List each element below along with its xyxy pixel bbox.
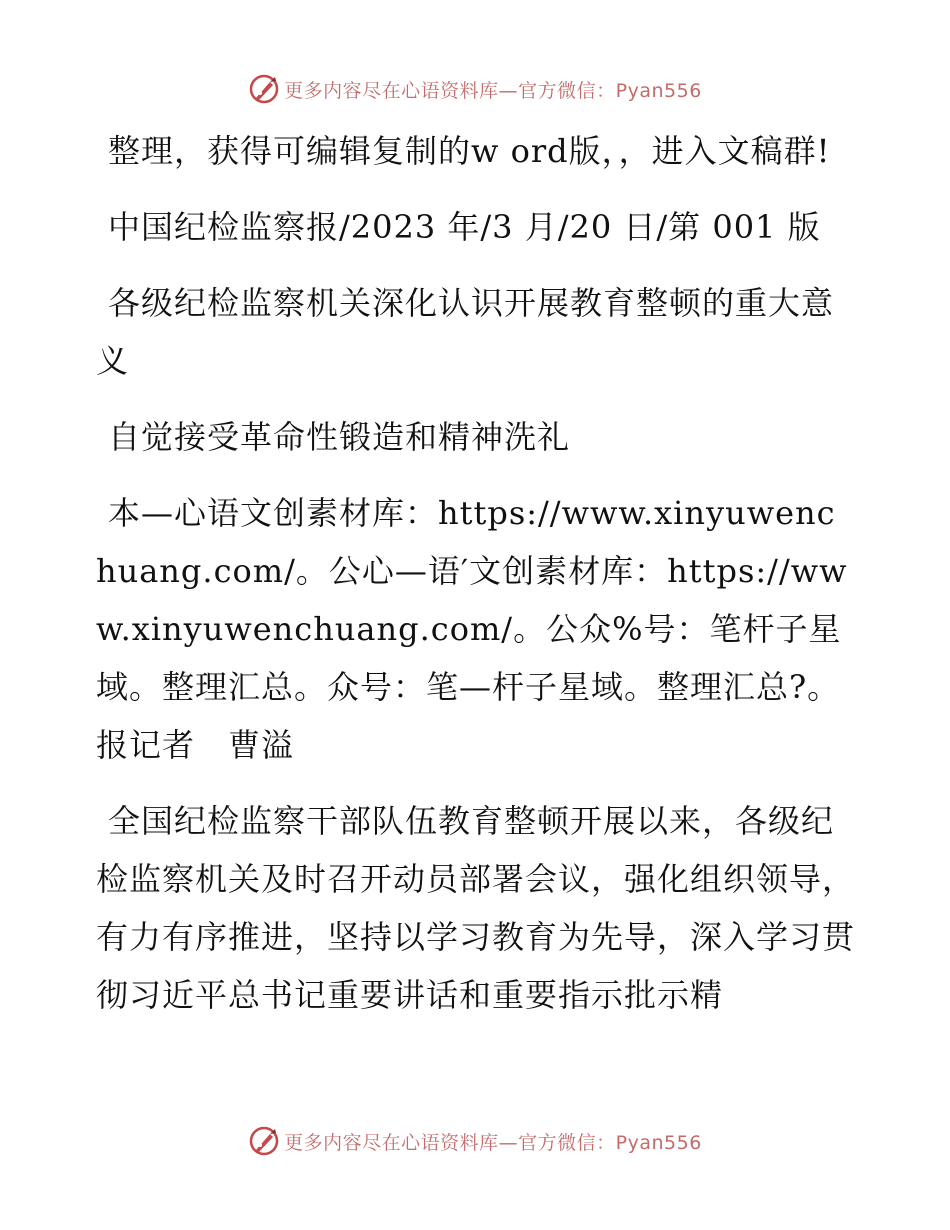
paragraph-byline: 本—心语文创素材库：https://www.xinyuwenchuang.com/。公心—语′文创素材库：https://www.xinyuwenchuang.com/。公众%号：笔杆子星域。整理汇总。众号：笔—杆子星域。整理汇总?。报记者 曹溢 [96,494,848,764]
quill-pen-logo-icon [248,73,280,105]
footer-watermark-banner [0,1124,950,1158]
paragraph-intro: 整理，获得可编辑复制的w ord版，，进入文稿群! [108,132,831,170]
paragraph-headline: 各级纪检监察机关深化认识开展教育整顿的重大意义 [96,284,835,380]
watermark-text: 更多内容尽在心语资料库—官方微信：Pyan556 [284,79,702,102]
paragraph-subheadline: 自觉接受革命性锻造和精神洗礼 [108,418,571,456]
paragraph-source: 中国纪检监察报/2023 年/3 月/20 日/第 001 版 [108,208,821,246]
header-watermark-banner [0,72,950,106]
document-body [96,122,856,1048]
paragraph-body: 全国纪检监察干部队伍教育整顿开展以来，各级纪检监察机关及时召开动员部署会议，强化组织领导，有力有序推进，坚持以学习教育为先导，深入学习贯彻习近平总书记重要讲话和重要指示批示精 [96,802,856,1014]
watermark-text: 更多内容尽在心语资料库—官方微信：Pyan556 [284,1131,702,1154]
quill-pen-logo-icon [248,1125,280,1157]
